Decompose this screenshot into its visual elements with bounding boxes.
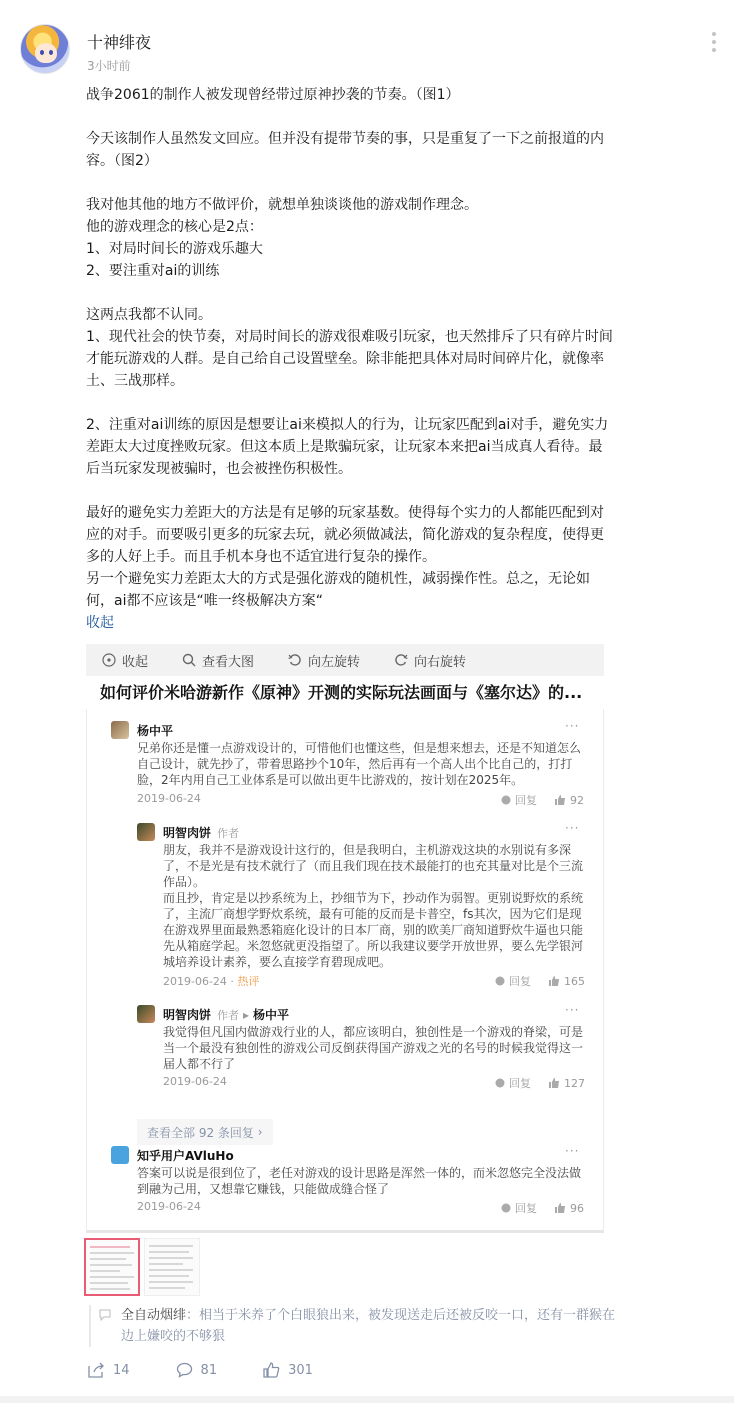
- commenter-name: [163, 1006, 289, 1023]
- comment-panel: [86, 709, 604, 1231]
- post-paragraph: 今天该制作人虽然发文回应。但并没有提带节奏的事，只是重复了一下之前报道的内容。（图2）: [86, 131, 604, 169]
- image-viewer-toolbar: [86, 644, 604, 676]
- comment-date: 2019-06-24: [137, 1200, 201, 1213]
- avatar-eye: [49, 50, 53, 55]
- comment-text: 朋友，我并不是游戏设计这行的，但是我明白，主机游戏这块的水别说有多深了，不是光是有技术就行了（而且我们现在技术最能打的也充其量对比是个三流作品）。 而且抄，肯定是以抄系统为上，抄细节为下，抄动作为弱智。更别说野炊的系统了，主流厂商想学野炊系统，最有可能的反而是卡普空，fs其次，因为它们是现在游戏界里面最熟悉箱庭化设计的日本厂商，别的欧美厂商知道野炊牛逼也只能先从箱庭学起。米忽悠就更没指望了。所以我建议要学开放世界，要么先学银河城培养设计素养，要么直接学育碧现成吧。: [163, 843, 584, 969]
- comment-actions: [495, 1075, 585, 1091]
- comment-text: 兄弟你还是懂一点游戏设计的，可惜他们也懂这些，但是想来想去，还是不知道怎么自己设计，就先抄了，带着思路抄个10年，然后再有一个高人出个比自己的，打打脸，2年内用自己工业体系是可以做出更牛比游戏的，按计划在2025年。: [137, 741, 582, 787]
- commenter-avatar: [111, 1146, 129, 1164]
- reply-icon: [501, 1203, 511, 1213]
- post-paragraph: 2、注重对ai训练的原因是想要让ai来模拟人的行为，让玩家匹配到ai对手，避免实力差距太大过度挫败玩家。但这本质上是欺骗玩家，让玩家本来把ai当成真人看待。最后当玩家发现被骗时，也会被挫伤积极性。: [86, 417, 609, 477]
- comment-actions: [495, 973, 585, 989]
- chevron-right-icon: ›: [257, 1125, 263, 1139]
- rotate-right-button[interactable]: [394, 651, 466, 670]
- comment-more-icon: ···: [565, 719, 580, 733]
- comment-actions: [501, 1200, 584, 1216]
- post-time: 3小时前: [87, 59, 131, 73]
- comment-date-text: 2019-06-24: [163, 975, 227, 988]
- view-large-label: 查看大图: [202, 654, 255, 670]
- reply-icon: [501, 795, 511, 805]
- rotate-right-icon: [394, 653, 408, 667]
- comment-preview[interactable]: [89, 1305, 619, 1347]
- like-count: 96: [570, 1201, 584, 1215]
- post-paragraph: [86, 282, 616, 304]
- viewer-collapse-label: 收起: [122, 654, 149, 670]
- thumb-up-icon: [555, 795, 566, 805]
- post-paragraph: [86, 392, 616, 414]
- share-button[interactable]: [88, 1362, 130, 1378]
- action-bar: [88, 1362, 359, 1378]
- post-paragraph: 1、现代社会的快节奏，对局时间长的游戏很难吸引玩家，也天然排斥了只有碎片时间才能玩游戏的人群。是自己给自己设置壁垒。除非能把具体对局时间碎片化，就像率土、三战那样。: [86, 329, 613, 389]
- hot-badge: 热评: [237, 975, 260, 988]
- comment-text: 答案可以说是很到位了，老任对游戏的设计思路是浑然一体的，而米忽悠完全没法做到融为己用，又想靠它赚钱，只能做成缝合怪了: [137, 1166, 582, 1196]
- reply-icon: [495, 1078, 505, 1088]
- like-count: 165: [564, 974, 585, 988]
- comment-more-icon: ···: [565, 821, 580, 835]
- comment-date: 2019-06-24: [137, 792, 201, 805]
- rotate-left-label: 向左旋转: [308, 654, 361, 670]
- like-button[interactable]: [263, 1362, 313, 1378]
- post-paragraph: 我对他其他的地方不做评价，就想单独谈谈他的游戏制作理念。: [86, 197, 478, 213]
- more-options-icon[interactable]: [706, 32, 722, 52]
- image-thumbnails: [84, 1238, 204, 1296]
- rotate-left-button[interactable]: [288, 651, 360, 670]
- reply-icon: [495, 976, 505, 986]
- comment-date: 2019-06-24 · 热评: [163, 975, 260, 988]
- view-all-label: 查看全部 92 条回复: [147, 1125, 254, 1140]
- post-paragraph: [86, 480, 616, 502]
- thumb-up-icon: [549, 976, 560, 986]
- share-icon: [88, 1362, 105, 1378]
- thumb-up-icon: [549, 1078, 560, 1088]
- share-count: 14: [113, 1362, 130, 1378]
- preview-user: 全自动烟绯: [121, 1308, 187, 1323]
- post-paragraph: 另一个避免实力差距太大的方式是强化游戏的随机性，减弱操作性。总之，无论如何，ai都不应该是“唯一终极解决方案“: [86, 571, 590, 609]
- thumbnail-2[interactable]: [144, 1238, 200, 1296]
- author-tag: 作者: [217, 827, 240, 840]
- reply-label: 回复: [509, 1077, 531, 1090]
- comment-actions: [501, 792, 584, 808]
- comment-more-icon: ···: [565, 1003, 580, 1017]
- post-paragraph: [86, 172, 616, 194]
- commenter-avatar: [137, 823, 155, 841]
- avatar[interactable]: [20, 24, 70, 74]
- preview-text: ：相当于米养了个白眼狼出来，被发现送走后还被反咬一口，还有一群猴在边上嫌咬的不够狠: [121, 1308, 616, 1344]
- collapse-circle-icon: [102, 653, 116, 667]
- view-all-replies: [137, 1119, 273, 1145]
- comment-count: 81: [200, 1362, 218, 1378]
- collapse-link[interactable]: 收起: [86, 615, 114, 631]
- thumb-up-icon: [555, 1203, 566, 1213]
- post-image[interactable]: [86, 676, 604, 1233]
- reply-arrow-icon: ▸: [243, 1008, 250, 1022]
- rotate-right-label: 向右旋转: [414, 654, 467, 670]
- bottom-divider: [0, 1396, 734, 1403]
- reply-label: 回复: [509, 975, 531, 988]
- commenter-avatar: [137, 1005, 155, 1023]
- post-body: [86, 84, 616, 612]
- commenter-name: [163, 824, 239, 841]
- reply-to-name: 杨中平: [253, 1008, 290, 1022]
- comment-bubble-icon: [99, 1309, 111, 1321]
- question-title: 如何评价米哈游新作《原神》开测的实际玩法画面与《塞尔达》的...: [100, 683, 583, 702]
- post-paragraph: 2、要注重对ai的训练: [86, 263, 220, 279]
- reply-label: 回复: [515, 1202, 537, 1215]
- like-count: 127: [564, 1076, 585, 1090]
- like-count: 92: [570, 793, 584, 807]
- post-paragraph: 1、对局时间长的游戏乐趣大: [86, 241, 263, 257]
- author-tag: 作者: [217, 1009, 240, 1022]
- commenter-name-text: 明智肉饼: [163, 1008, 212, 1022]
- comment-date: 2019-06-24: [163, 1075, 227, 1088]
- search-icon: [182, 653, 196, 667]
- commenter-name: 知乎用户AVluHo: [137, 1149, 234, 1163]
- commenter-name-text: 明智肉饼: [163, 826, 212, 840]
- thumbnail-1[interactable]: [84, 1238, 140, 1296]
- viewer-collapse-button[interactable]: [102, 651, 148, 670]
- avatar-eye: [40, 50, 44, 55]
- rotate-left-icon: [288, 653, 302, 667]
- post-paragraph: 这两点我都不认同。: [86, 307, 212, 323]
- view-large-button[interactable]: [182, 651, 254, 670]
- comment-button[interactable]: [176, 1362, 218, 1378]
- post-paragraph: 他的游戏理念的核心是2点：: [86, 219, 263, 235]
- reply-label: 回复: [515, 794, 537, 807]
- comment-text: 我觉得但凡国内做游戏行业的人，都应该明白，独创性是一个游戏的脊梁，可是当一个最没有独创性的游戏公司反倒获得国产游戏之光的名号的时候我觉得这一届人都不行了: [163, 1025, 584, 1071]
- commenter-name: 杨中平: [137, 724, 174, 738]
- comment-icon: [176, 1362, 193, 1378]
- comment-more-icon: ···: [565, 1144, 580, 1158]
- post-paragraph: 最好的避免实力差距大的方法是有足够的玩家基数。使得每个实力的人都能匹配到对应的对手。而要吸引更多的玩家去玩，就必须做减法，简化游戏的复杂程度，使得更多的人好上手。而且手机本身也不适宜进行复杂的操作。: [86, 505, 604, 565]
- commenter-avatar: [111, 721, 129, 739]
- username[interactable]: 十神绯夜: [87, 33, 152, 52]
- avatar-face: [35, 43, 57, 63]
- post-paragraph: [86, 106, 616, 128]
- like-count: 301: [288, 1362, 313, 1378]
- post-paragraph: 战争2061的制作人被发现曾经带过原神抄袭的节奏。（图1）: [86, 87, 460, 103]
- thumb-up-icon: [263, 1362, 280, 1378]
